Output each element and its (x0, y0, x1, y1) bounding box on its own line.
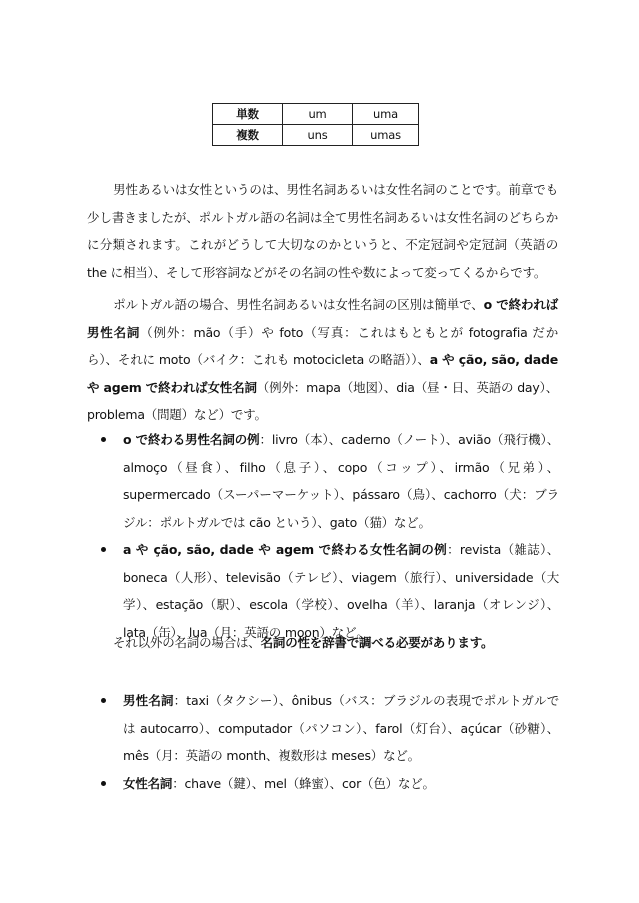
list-item (87, 687, 559, 770)
paragraph-dictionary-note (113, 629, 563, 657)
paragraph-text: （例外：mapa（地図）、dia（昼・日、英語の day）、problema（問題）など）です。 (87, 379, 558, 422)
list-item (87, 770, 559, 798)
table-cell-masculine: um (283, 104, 353, 125)
list-item-text: ：taxi（タクシー）、ônibus（バス：ブラジルの表現でポルトガルでは autocarro）、computador（パソコン）、farol（灯台）、açúcar（砂糖）、mês（月：英語の month、複数形は meses）など。 (123, 693, 559, 763)
list-item-heading: o で終わる男性名詞の例 (123, 432, 260, 447)
paragraph-text: ポルトガル語の場合、男性名詞あるいは女性名詞の区別は簡単で、 (113, 297, 484, 312)
paragraph-gender-rules (87, 291, 558, 429)
table-cell-masculine: uns (283, 125, 353, 146)
feminine-rule-emphasis: a や ção, são, dade や agem で終われば女性名詞 (87, 352, 558, 395)
list-item-text: ：chave（鍵）、mel（蜂蜜）、cor（色）など。 (172, 775, 435, 791)
other-nouns-list (87, 687, 559, 797)
paragraph-text: （例外：mão（手）や foto（写真：これはもともとが fotografia だから）、それに moto（バイク：これも motocicleta の略語））、 (87, 324, 559, 367)
paragraph-gender-intro (87, 176, 558, 286)
list-item-text: ：livro（本）、caderno（ノート）、avião（飛行機）、almoço（昼食）、filho（息子）、copo（コップ）、irmão（兄弟）、supermercado（スーパーマーケット）、pássaro（鳥）、cachorro（犬：ブラジル：ポルトガルでは cão という）、gato（猫）など。 (123, 432, 559, 530)
list-item-heading: 男性名詞 (123, 693, 174, 708)
table-row-label: 複数 (213, 125, 283, 146)
dictionary-note-emphasis: 名詞の性を辞書で調べる必要があります。 (260, 635, 494, 650)
bullet-icon (101, 437, 106, 442)
list-item (87, 426, 559, 536)
table-row (213, 104, 419, 125)
list-item-heading: 女性名詞 (123, 775, 173, 791)
ending-examples-list (87, 426, 559, 646)
paragraph-text: それ以外の名詞の場合は、 (113, 635, 261, 650)
list-item-text: ：revista（雑誌）、boneca（人形）、televisão（テレビ）、viagem（旅行）、universidade（大学）、estação（駅）、escola（学校）、ovelha（羊）、laranja（オレンジ）、lata（缶）、lua（月：英語の moon）など。 (123, 542, 559, 640)
table-cell-feminine: umas (353, 125, 419, 146)
indefinite-article-table (212, 103, 419, 146)
bullet-icon (101, 698, 106, 703)
list-item-heading: a や ção, são, dade や agem で終わる女性名詞の例 (123, 542, 448, 557)
table-row (213, 125, 419, 146)
bullet-icon (101, 781, 106, 786)
table-row-label: 単数 (213, 104, 283, 125)
paragraph-text: 男性あるいは女性というのは、男性名詞あるいは女性名詞のことです。前章でも少し書きましたが、ポルトガル語の名詞は全て男性名詞あるいは女性名詞のどちらかに分類されます。これがどうして大切なのかというと、不定冠詞や定冠詞（英語の the に相当）、そして形容詞などがその名詞の性や数によって変ってくるからです。 (87, 182, 558, 280)
bullet-icon (101, 547, 106, 552)
masculine-rule-emphasis: o で終われば男性名詞 (87, 297, 558, 340)
table-cell-feminine: uma (353, 104, 419, 125)
